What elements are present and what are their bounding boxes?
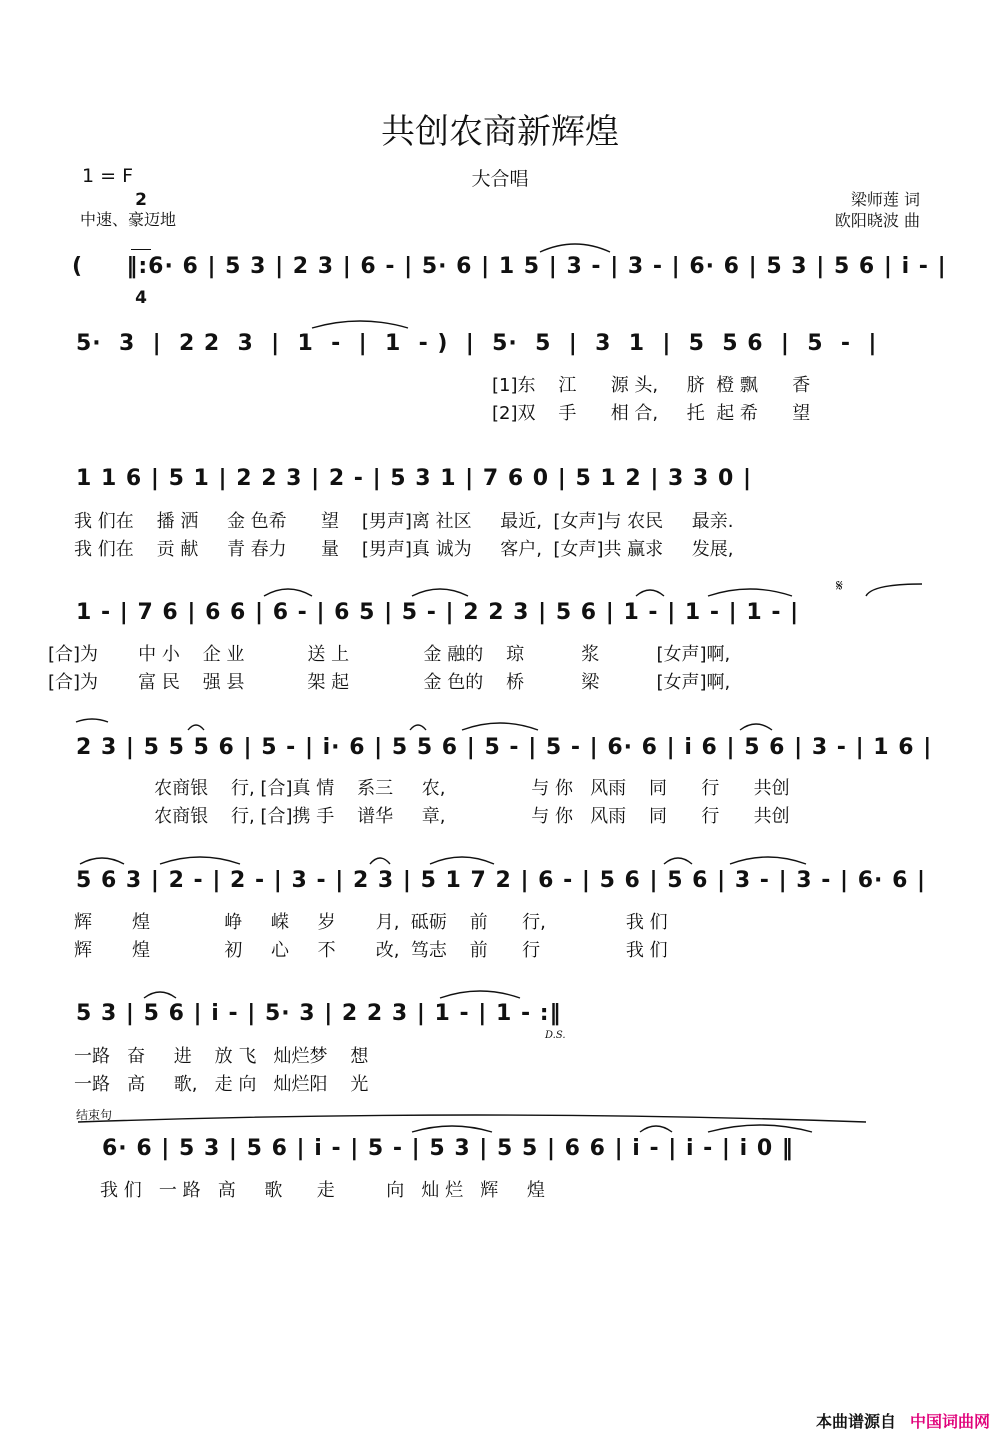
slur-arc: [144, 992, 176, 998]
tie-arc: [866, 584, 922, 596]
tie-arc: [708, 1125, 812, 1132]
slur-arc: [740, 724, 772, 730]
notation-line-3: 1 1 6 | 5 1 | 2 2 3 | 2 - | 5 3 1 | 7 6 0 | 5 1 2 | 3 3 0 |: [76, 466, 752, 491]
lyricist-credit: 梁师莲 词: [850, 190, 920, 209]
slur-arc: [80, 858, 124, 864]
notation-line-6: 5 6 3 | 2 - | 2 - | 3 - | 2 3 | 5 1 7 2 | 6 - | 5 6 | 5 6 | 3 - | 3 - | 6· 6 |: [76, 868, 927, 893]
tempo-marking: 中速、豪迈地: [80, 210, 177, 229]
lyric-line-6-verse-1: 辉 煌 峥 嵘 岁 月, 砥砺 前 行, 我 们: [74, 912, 668, 933]
lyric-line-3-verse-2: 我 们在 贡 献 青 春力 量 [男声]真 诚为 客户, [女声]共 赢求 发展,: [74, 539, 734, 560]
notation-line-4: 1 - | 7 6 | 6 6 | 6 - | 6 5 | 5 - | 2 2 3 | 5 6 | 1 - | 1 - | 1 - |: [76, 600, 800, 625]
tie-arc: [76, 719, 108, 722]
slur-arc: [264, 589, 312, 596]
time-signature-bottom: 4: [135, 288, 147, 308]
slur-arc: [412, 589, 468, 596]
slur-arc: [640, 1126, 672, 1132]
lyric-line-7-verse-2: 一路 高 歌, 走 向 灿烂阳 光: [74, 1074, 369, 1095]
ds-mark: D.S.: [545, 1030, 566, 1041]
notation-line-5: 2 3 | 5 5 5 6 | 5 - | i· 6 | 5 5 6 | 5 - | 5 - | 6· 6 | i 6 | 5 6 | 3 - | 1 6 |: [76, 735, 933, 760]
tie-arc: [730, 857, 806, 864]
composer-credit: 欧阳晓波 曲: [834, 211, 920, 230]
tie-arc: [440, 991, 520, 998]
tie-arc: [462, 723, 538, 730]
source-attribution: [805, 1390, 990, 1432]
lyric-line-2-verse-2: [2]双 手 相 合, 托 起 希 望: [492, 403, 811, 424]
lyric-line-6-verse-2: 辉 煌 初 心 不 改, 笃志 前 行 我 们: [74, 940, 668, 961]
tie-arc: [708, 589, 792, 596]
slur-arc: [188, 725, 204, 730]
lyric-line-5-verse-1: 农商银 行, [合]真 情 系三 农, 与 你 风雨 同 行 共创: [74, 778, 790, 799]
key-signature: 1 = F: [82, 165, 134, 187]
notation-line-7: 5 3 | 5 6 | i - | 5· 3 | 2 2 3 | 1 - | 1 - :‖: [76, 1001, 562, 1026]
score-subtitle: 大合唱: [471, 168, 529, 190]
lyric-line-2-verse-1: [1]东 江 源 头, 脐 橙 飘 香: [492, 375, 811, 396]
score-title: 共创农商新辉煌: [381, 112, 619, 152]
ending-label: 结束句: [76, 1108, 113, 1122]
source-site-link[interactable]: 中国词曲网: [909, 1412, 990, 1431]
slur-arc: [636, 590, 664, 596]
lyric-line-4-verse-2: [合]为 富 民 强 县 架 起 金 色的 桥 梁 [女声]啊,: [48, 672, 731, 693]
ending-bracket-arc: [78, 1115, 866, 1122]
slur-arc: [410, 725, 426, 730]
slur-arc: [664, 858, 692, 864]
source-label: 本曲谱源自: [815, 1412, 896, 1431]
notation-line-1: ( ‖:6· 6 | 5 3 | 2 3 | 6 - | 5· 6 | 1 5 | 3 - | 3 - | 6· 6 | 5 3 | 5 6 | i - |: [72, 254, 947, 279]
lyric-line-4-verse-1: [合]为 中 小 企 业 送 上 金 融的 琼 浆 [女声]啊,: [48, 644, 731, 665]
slur-arc: [430, 857, 494, 864]
tie-arc: [160, 857, 240, 864]
notation-line-2: 5· 3 | 2 2 3 | 1 - | 1 - ) | 5· 5 | 3 1 | 5 5 6 | 5 - |: [76, 331, 878, 356]
notation-line-8: 6· 6 | 5 3 | 5 6 | i - | 5 - | 5 3 | 5 5 | 6 6 | i - | i - | i 0 ‖: [102, 1136, 794, 1161]
lyric-line-8: 我 们 一 路 高 歌 走 向 灿 烂 辉 煌: [100, 1180, 545, 1201]
time-signature-top: 2: [135, 190, 147, 210]
lyric-line-5-verse-2: 农商银 行, [合]携 手 谱华 章, 与 你 风雨 同 行 共创: [74, 806, 790, 827]
tie-arc: [412, 1126, 492, 1132]
lyric-line-3-verse-1: 我 们在 播 洒 金 色希 望 [男声]离 社区 最近, [女声]与 农民 最亲.: [74, 511, 734, 532]
slur-arc: [370, 858, 390, 864]
lyric-line-7-verse-1: 一路 奋 进 放 飞 灿烂梦 想: [74, 1046, 369, 1067]
tie-arc: [312, 321, 408, 328]
segno-sign: 𝄋: [836, 576, 843, 595]
tie-arc: [540, 244, 610, 252]
